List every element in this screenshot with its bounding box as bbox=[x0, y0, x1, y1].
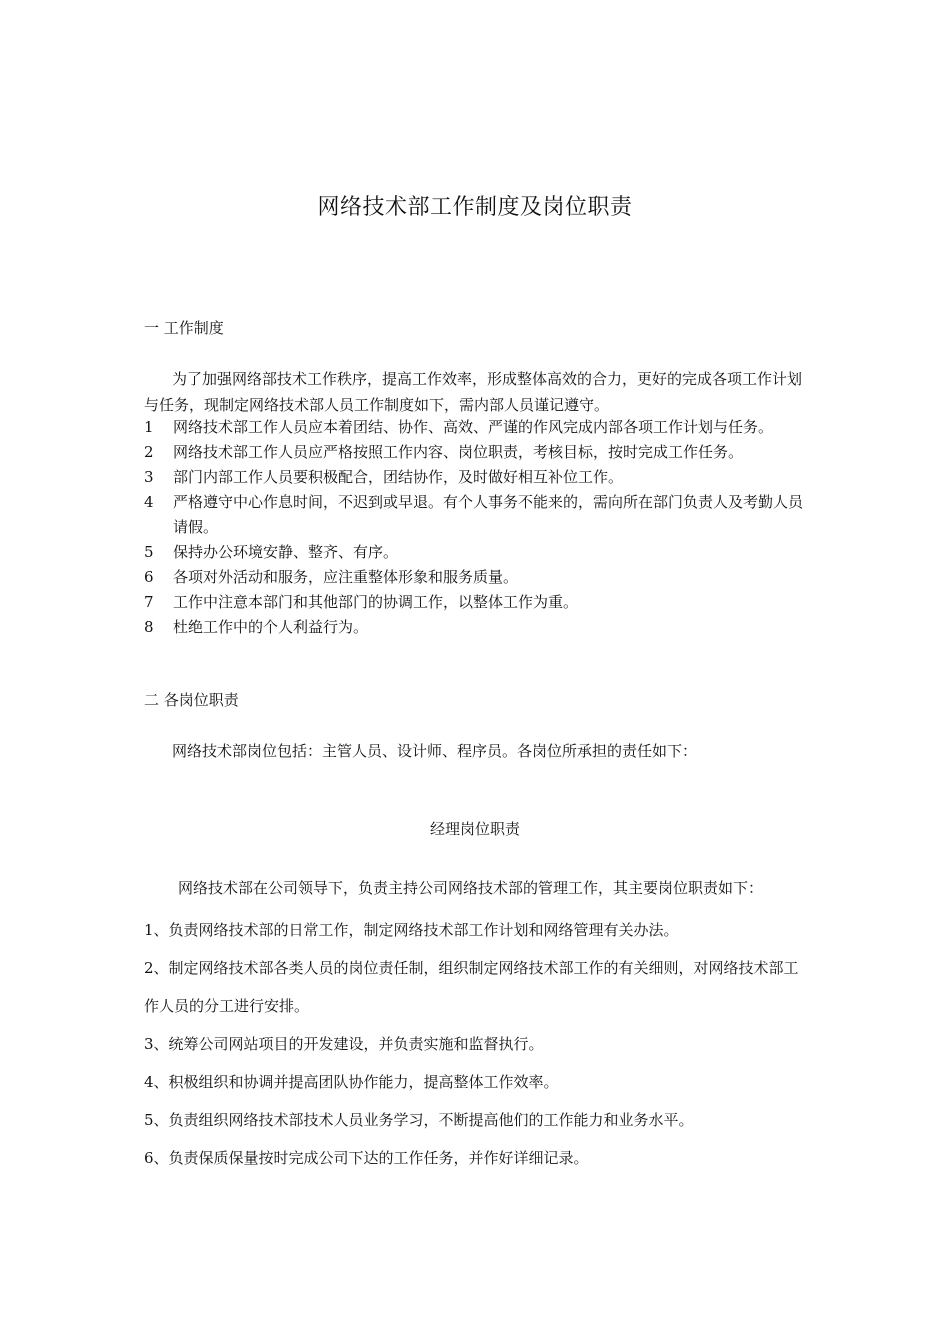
list-item-number: 5 bbox=[144, 543, 154, 561]
list-item-text: 工作中注意本部门和其他部门的协调工作，以整体工作为重。 bbox=[173, 593, 579, 611]
list-item: 4、积极组织和协调并提高团队协作能力，提高整体工作效率。 bbox=[144, 1073, 559, 1091]
list-item-text: 网络技术部工作人员应严格按照工作内容、岗位职责，考核目标，按时完成工作任务。 bbox=[173, 443, 744, 461]
list-item bbox=[144, 490, 814, 540]
list-item: 5、负责组织网络技术部技术人员业务学习，不断提高他们的工作能力和业务水平。 bbox=[144, 1111, 694, 1129]
list-item-text: 网络技术部工作人员应本着团结、协作、高效、严谨的作风完成内部各项工作计划与任务。 bbox=[173, 418, 774, 436]
duties-section-intro: 网络技术部岗位包括：主管人员、设计师、程序员。各岗位所承担的责任如下： bbox=[172, 742, 698, 760]
list-item-number: 6 bbox=[144, 568, 154, 586]
list-item bbox=[144, 440, 814, 465]
list-item bbox=[144, 590, 814, 615]
list-item-number: 8 bbox=[144, 618, 154, 636]
list-item bbox=[144, 540, 814, 565]
list-item-text: 严格遵守中心作息时间，不迟到或早退。有个人事务不能来的，需向所在部门负责人及考勤人员请假。 bbox=[173, 493, 804, 536]
document-title: 网络技术部工作制度及岗位职责 bbox=[317, 195, 633, 220]
list-item-number: 7 bbox=[144, 593, 154, 611]
manager-duties-list bbox=[144, 911, 809, 1177]
list-item: 6、负责保质保量按时完成公司下达的工作任务，并作好详细记录。 bbox=[144, 1149, 589, 1167]
section-heading-work-rules: 一 工作制度 bbox=[144, 319, 224, 337]
list-item bbox=[144, 615, 814, 640]
list-item bbox=[144, 565, 814, 590]
list-item-number: 2 bbox=[144, 443, 154, 461]
list-item-text: 部门内部工作人员要积极配合，团结协作，及时做好相互补位工作。 bbox=[173, 468, 624, 486]
list-item bbox=[144, 465, 814, 490]
list-item-number: 3 bbox=[144, 468, 154, 486]
list-item-number: 4 bbox=[144, 493, 154, 511]
list-item-text: 保持办公环境安静、整齐、有序。 bbox=[173, 543, 399, 561]
manager-duties-title: 经理岗位职责 bbox=[429, 820, 520, 838]
work-rules-list bbox=[144, 415, 814, 640]
list-item-number: 1 bbox=[144, 418, 154, 436]
manager-duties-intro: 网络技术部在公司领导下，负责主持公司网络技术部的管理工作，其主要岗位职责如下： bbox=[178, 879, 764, 897]
list-item: 1、负责网络技术部的日常工作，制定网络技术部工作计划和网络管理有关办法。 bbox=[144, 921, 679, 939]
list-item bbox=[144, 415, 814, 440]
list-item: 3、统筹公司网站项目的开发建设，并负责实施和监督执行。 bbox=[144, 1035, 544, 1053]
work-rules-intro: 为了加强网络部技术工作秩序，提高工作效率，形成整体高效的合力，更好的完成各项工作计划与任务，现制定网络技术部人员工作制度如下，需内部人员谨记遵守。 bbox=[144, 370, 803, 414]
list-item: 2、制定网络技术部各类人员的岗位责任制，组织制定网络技术部工作的有关细则，对网络技术部工作人员的分工进行安排。 bbox=[144, 959, 799, 1015]
list-item-text: 各项对外活动和服务，应注重整体形象和服务质量。 bbox=[173, 568, 519, 586]
list-item-text: 杜绝工作中的个人利益行为。 bbox=[173, 618, 369, 636]
section-heading-duties: 二 各岗位职责 bbox=[144, 691, 239, 709]
